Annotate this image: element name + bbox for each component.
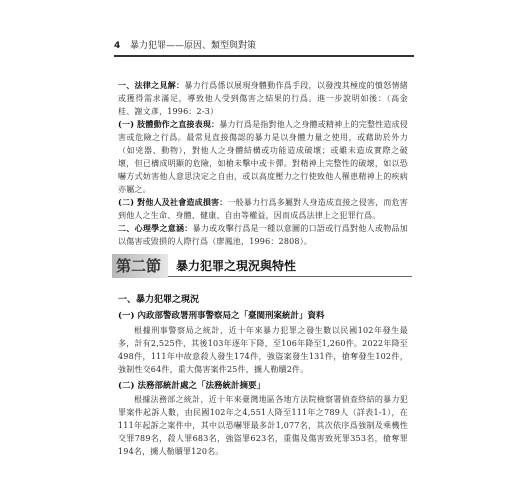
header-rule [114, 55, 414, 57]
paragraph-legal-view [118, 79, 408, 118]
section-title: 暴力犯罪之現況與特性 [176, 259, 297, 273]
paragraph-text: 一般暴力行爲多屬對人身造成直接之侵害，而危害到他人之生命、身體、健康、自由等權益，因而成爲法律上之犯罪行爲。 [118, 198, 408, 220]
paragraph-lead: 一、法律之見解： [118, 80, 185, 90]
subsection-heading: 一、暴力犯罪之現況 [118, 295, 200, 305]
subheading-police-stats: (一) 內政部警政署刑事警察局之「臺閩刑案統計」資料 [118, 311, 325, 321]
paragraph-lead: (二) 對他人及社會造成損害： [118, 197, 228, 207]
running-title: 暴力犯罪——原因、類型與對策 [130, 41, 257, 51]
section-label: 第二節 [116, 257, 162, 275]
paragraph-police-stats: 根據刑事警察局之統計，近十年來暴力犯罪之發生數以民國102年發生最多，計有2,525件，其後103年逐年下降，至106年降至1,260件。2022年降至498件，111年中故意殺人發生174件，強盜案發生131件，搶奪發生102件，強制性交64件，重大傷害案件25件，擄人勒贖2件。 [118, 326, 408, 374]
running-header [114, 39, 414, 59]
page-number: 4 [114, 41, 121, 51]
paragraph-physical-action [118, 118, 408, 196]
paragraph-text: 暴力或攻擊行爲是一種以意圖的口語或行爲對他人或物品加以傷害或毀損的人際行爲（廖鳳池，1996：2808）。 [118, 224, 408, 246]
section-rule [168, 276, 412, 277]
subheading-justice-stats: (二) 法務部統計處之「法務統計摘要」 [118, 381, 266, 391]
section-heading [112, 254, 412, 278]
paragraph-social-harm [118, 196, 408, 222]
paragraph-lead: 二、心理學之意涵： [118, 223, 193, 233]
paragraph-lead: (一) 肢體動作之直接表現： [118, 119, 220, 129]
paragraph-text: 暴力行爲係以展現身體動作爲手段，以發洩其極度的憤怒情緒或獲得需求滿足，導致他人受到傷害之結果的行爲。進一步說明如後：（高金桂、謝文彥，1996：2-3） [118, 81, 408, 116]
paragraph-text: 暴力行爲是指對他人之身體或精神上的完整性造成侵害或危險之行爲。最常見直接傷認的暴力是以身體力量之使用，或藉助於外力（如兇器、動物），對他人之身體結構或功能造成破壞；或雖未造成實際之破壞，但已構成明顯的危險，如槍未擊中或卡彈。對精神上完整性的破壞，如以恐嚇方式妨害他人意思決定之自由，或以高度壓力之行使致他人罹患精神上的疾病亦屬之。 [118, 120, 408, 194]
paragraph-justice-stats: 根據法務部之統計，近十年來臺灣地區各地方法院檢察署偵查終結的暴力犯罪案件起訴人數，由民國102年之4,551人降至111年之789人（詳表1-1），在111年起訴之案件中，其中以恐嚇罪最多計1,077名，其次依序爲強制及乘機性交罪789名，殺人罪683名，強盜罪623名，重傷及傷害致死罪353名，搶奪罪194名，擄人勒贖罪120名。 [118, 395, 408, 456]
paragraph-psychology [118, 222, 408, 248]
